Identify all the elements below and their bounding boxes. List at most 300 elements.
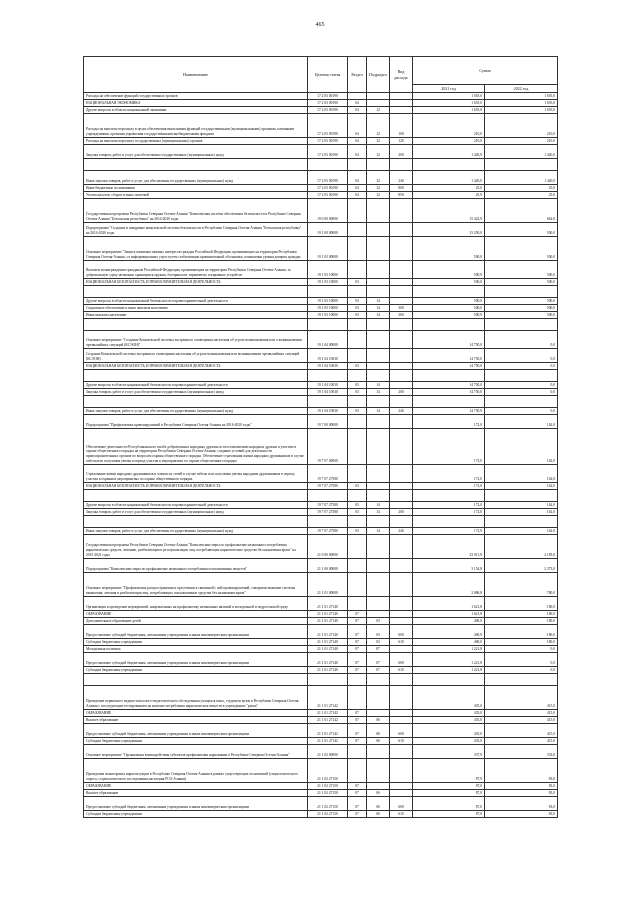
- row-target-article-cell: 21 1 01 27140: [308, 639, 348, 646]
- table-row: [84, 759, 558, 783]
- row-target-article-cell: 21 1 02 27150: [308, 759, 348, 783]
- row-2021-amount-cell: 337,0: [413, 745, 485, 759]
- table-row: [84, 237, 558, 261]
- row-name-cell: Другие вопросы в области национальной экономики: [84, 107, 308, 114]
- row-target-article-cell: 17 2 03 00190: [308, 114, 348, 138]
- row-2022-amount-cell: 0,0: [485, 382, 558, 389]
- row-name-cell: НАЦИОНАЛЬНАЯ БЕЗОПАСНОСТЬ И ПРАВООХРАНИТЕЛЬНАЯ ДЕЯТЕЛЬНОСТЬ: [84, 483, 308, 490]
- row-expense-type-cell: 850: [390, 192, 413, 199]
- row-name-cell: Основное мероприятие "Профилактика распространения и пресечения в связанной с ней правонарушений, совершенствование системы выявления, лечения и реабилитации лиц, потребляющих психоактивные средства без назначения врача": [84, 573, 308, 597]
- row-expense-type-cell: [390, 363, 413, 370]
- row-name-cell: Основное мероприятие "Организация взаимодействия субъектов профилактики наркомании в Республике Северная Осетия-Алания": [84, 745, 308, 759]
- table-row: [84, 639, 558, 646]
- row-target-article-cell: 21 1 01 27142: [308, 710, 348, 717]
- row-name-cell: Другие вопросы в области национальной безопасности и правоохранительной деятельности: [84, 502, 308, 509]
- row-expense-type-cell: [390, 483, 413, 490]
- row-2021-amount-cell: 87,0: [413, 790, 485, 797]
- row-section-cell: 04: [348, 145, 367, 159]
- row-name-cell: Высшее образование: [84, 717, 308, 724]
- row-target-article-cell: [308, 396, 348, 408]
- row-section-cell: 03: [348, 389, 367, 396]
- row-subsection-cell: 06: [367, 797, 390, 811]
- row-2022-amount-cell: 415,0: [485, 738, 558, 745]
- table-row: [84, 528, 558, 535]
- table-row: [84, 509, 558, 516]
- row-2021-amount-cell: 500,0: [413, 279, 485, 286]
- row-expense-type-cell: [390, 686, 413, 710]
- row-subsection-cell: [367, 396, 390, 408]
- table-row: [84, 674, 558, 686]
- row-2022-amount-cell: 0,0: [485, 667, 558, 674]
- row-target-article-cell: 21 0 00 00000: [308, 535, 348, 559]
- row-subsection-cell: 12: [367, 171, 390, 185]
- row-2022-amount-cell: 25,0: [485, 192, 558, 199]
- row-2021-amount-cell: 1 655,0: [413, 93, 485, 100]
- row-2022-amount-cell: 1 420,0: [485, 171, 558, 185]
- row-2021-amount-cell: 435,0: [413, 686, 485, 710]
- row-expense-type-cell: [390, 382, 413, 389]
- row-target-article-cell: 17 2 03 00190: [308, 107, 348, 114]
- row-section-cell: 04: [348, 171, 367, 185]
- row-name-cell: Иные закупки товаров, работ и услуг для обеспечения государственных (муниципальных) нужд: [84, 171, 308, 185]
- row-section-cell: 04: [348, 107, 367, 114]
- row-section-cell: [348, 370, 367, 382]
- row-2022-amount-cell: 162,0: [485, 528, 558, 535]
- row-target-article-cell: 19 1 03 00000: [308, 237, 348, 261]
- row-2021-amount-cell: [413, 490, 485, 502]
- row-section-cell: [348, 686, 367, 710]
- table-row: [84, 625, 558, 639]
- row-expense-type-cell: [390, 717, 413, 724]
- row-name-cell: Расходы на выплаты персоналу государственных (муниципальных) органов: [84, 138, 308, 145]
- row-2022-amount-cell: 0,0: [485, 363, 558, 370]
- row-2022-amount-cell: 210,0: [485, 138, 558, 145]
- row-subsection-cell: [367, 483, 390, 490]
- row-2021-amount-cell: 172,0: [413, 483, 485, 490]
- row-2022-amount-cell: [485, 396, 558, 408]
- row-subsection-cell: 06: [367, 738, 390, 745]
- row-expense-type-cell: 610: [390, 639, 413, 646]
- table-row: [84, 717, 558, 724]
- row-target-article-cell: 21 1 01 27140: [308, 646, 348, 653]
- row-2021-amount-cell: 210,0: [413, 114, 485, 138]
- row-expense-type-cell: [390, 790, 413, 797]
- row-target-article-cell: 21 1 01 27142: [308, 738, 348, 745]
- row-subsection-cell: [367, 199, 390, 223]
- row-2021-amount-cell: [413, 516, 485, 528]
- row-subsection-cell: [367, 93, 390, 100]
- row-subsection-cell: [367, 237, 390, 261]
- row-expense-type-cell: [390, 159, 413, 171]
- row-expense-type-cell: [390, 646, 413, 653]
- row-subsection-cell: [367, 686, 390, 710]
- row-target-article-cell: [308, 319, 348, 331]
- row-expense-type-cell: 240: [390, 171, 413, 185]
- table-row: [84, 646, 558, 653]
- row-2021-amount-cell: 14 750,0: [413, 331, 485, 349]
- row-expense-type-cell: [390, 502, 413, 509]
- row-2021-amount-cell: 25,0: [413, 192, 485, 199]
- row-name-cell: Уплата налогов, сборов и иных платежей: [84, 192, 308, 199]
- row-section-cell: 07: [348, 625, 367, 639]
- row-expense-type-cell: 800: [390, 185, 413, 192]
- row-expense-type-cell: [390, 415, 413, 429]
- row-section-cell: [348, 429, 367, 465]
- row-subsection-cell: [367, 261, 390, 279]
- row-expense-type-cell: [390, 286, 413, 298]
- row-subsection-cell: 14: [367, 298, 390, 305]
- row-subsection-cell: [367, 759, 390, 783]
- row-2021-amount-cell: 1 420,0: [413, 171, 485, 185]
- row-section-cell: [348, 759, 367, 783]
- row-2021-amount-cell: [413, 396, 485, 408]
- row-name-cell: Предоставление субсидий бюджетным, автономным учреждениям и иным некоммерческим организациям: [84, 797, 308, 811]
- row-2022-amount-cell: 83,0: [485, 783, 558, 790]
- table-row: [84, 783, 558, 790]
- row-2021-amount-cell: [413, 319, 485, 331]
- row-name-cell: Подпрограмма "Создание и внедрение комплексной системы безопасности в Республике Северная Осетия-Алания "Безопасная республика" на 2014-2020 годы: [84, 223, 308, 237]
- row-expense-type-cell: [390, 535, 413, 559]
- row-2021-amount-cell: 400,0: [413, 639, 485, 646]
- row-name-cell: Расходы на выплаты персоналу в целях обеспечения выполнения функций государственными (муниципальными) органами, казенными учреждениями, органами управления государственными внебюджетными фондами: [84, 114, 308, 138]
- row-name-cell: Страхование жизни народных дружинников и членов их семей в случае гибели или получения увечья народным дружинником в период участия в охранных мероприятиях по охране общественного порядка: [84, 465, 308, 483]
- row-2022-amount-cell: 180,0: [485, 639, 558, 646]
- table-row: [84, 745, 558, 759]
- table-row: [84, 535, 558, 559]
- row-name-cell: Закупка товаров, работ и услуг для обеспечения государственных (муниципальных) нужд: [84, 389, 308, 396]
- row-section-cell: 07: [348, 783, 367, 790]
- row-section-cell: 03: [348, 363, 367, 370]
- row-2021-amount-cell: 400,0: [413, 625, 485, 639]
- table-row: [84, 100, 558, 107]
- row-name-cell: [84, 286, 308, 298]
- row-section-cell: 07: [348, 611, 367, 618]
- row-2022-amount-cell: 162,0: [485, 509, 558, 516]
- row-section-cell: 07: [348, 738, 367, 745]
- row-2021-amount-cell: 15 422,0: [413, 199, 485, 223]
- table-row: [84, 114, 558, 138]
- row-target-article-cell: 21 1 02 00000: [308, 745, 348, 759]
- table-row: [84, 319, 558, 331]
- row-subsection-cell: 07: [367, 653, 390, 667]
- row-target-article-cell: 21 1 01 27142: [308, 724, 348, 738]
- row-2021-amount-cell: 2 086,8: [413, 573, 485, 597]
- row-2021-amount-cell: 172,0: [413, 502, 485, 509]
- row-subsection-cell: 06: [367, 790, 390, 797]
- row-2022-amount-cell: 1 655,0: [485, 93, 558, 100]
- row-2021-amount-cell: 14 750,0: [413, 389, 485, 396]
- row-section-cell: 04: [348, 192, 367, 199]
- row-name-cell: Обеспечение деятельности Республиканского штаба добровольных народных дружин по восстановлению народных дружин и участию в охране общественного порядка на территории Республики Северная Осетия-Алания, создание условий для деятельности правоохранительных органов по вопросам охраны общественного порядка. Обеспечение страхования жизни народных дружинников в случае гибели или получения увечья в период участия в мероприятиях по охране общественного порядка: [84, 429, 308, 465]
- row-2022-amount-cell: 0,0: [485, 408, 558, 415]
- table-row: [84, 192, 558, 199]
- table-row: [84, 686, 558, 710]
- row-expense-type-cell: [390, 516, 413, 528]
- row-section-cell: 07: [348, 724, 367, 738]
- table-row: [84, 286, 558, 298]
- row-subsection-cell: [367, 370, 390, 382]
- row-2022-amount-cell: [485, 516, 558, 528]
- row-2021-amount-cell: 172,0: [413, 465, 485, 483]
- row-2021-amount-cell: 87,0: [413, 797, 485, 811]
- row-subsection-cell: 14: [367, 502, 390, 509]
- row-2021-amount-cell: [413, 370, 485, 382]
- row-target-article-cell: 19 1 03 10000: [308, 305, 348, 312]
- row-subsection-cell: 06: [367, 724, 390, 738]
- table-row: [84, 738, 558, 745]
- row-2021-amount-cell: 435,0: [413, 738, 485, 745]
- row-2022-amount-cell: [485, 370, 558, 382]
- row-subsection-cell: 03: [367, 639, 390, 646]
- row-section-cell: 03: [348, 502, 367, 509]
- row-2021-amount-cell: 1 655,0: [413, 107, 485, 114]
- row-expense-type-cell: 300: [390, 305, 413, 312]
- row-section-cell: [348, 223, 367, 237]
- row-section-cell: 04: [348, 138, 367, 145]
- table-row: [84, 653, 558, 667]
- row-2022-amount-cell: 162,0: [485, 415, 558, 429]
- header-year-2022: 2022 год: [485, 85, 558, 93]
- row-2022-amount-cell: 180,0: [485, 618, 558, 625]
- row-section-cell: 03: [348, 298, 367, 305]
- row-2021-amount-cell: 1 221,8: [413, 653, 485, 667]
- row-name-cell: ОБРАЗОВАНИЕ: [84, 783, 308, 790]
- row-name-cell: Иные выплаты населению: [84, 312, 308, 319]
- row-2021-amount-cell: 1 655,0: [413, 100, 485, 107]
- row-2022-amount-cell: 500,0: [485, 305, 558, 312]
- row-target-article-cell: 19 1 04 10030: [308, 408, 348, 415]
- table-row: [84, 618, 558, 625]
- table-row: [84, 138, 558, 145]
- row-target-article-cell: 21 1 01 27140: [308, 597, 348, 611]
- row-subsection-cell: [367, 286, 390, 298]
- row-expense-type-cell: 600: [390, 724, 413, 738]
- row-2021-amount-cell: 500,0: [413, 298, 485, 305]
- row-2022-amount-cell: 500,0: [485, 312, 558, 319]
- page-number: 465: [315, 22, 325, 28]
- row-subsection-cell: 06: [367, 811, 390, 818]
- table-row: [84, 223, 558, 237]
- row-expense-type-cell: [390, 370, 413, 382]
- row-name-cell: Проведение первичного медико-психолого-педагогического обследования учащихся школ, студентов вузов в Республике Северная Осетия-Алания с последующим тестированием на наличие потребления наркотических веществ в учреждениях "риска": [84, 686, 308, 710]
- row-target-article-cell: 19 7 07 27580: [308, 509, 348, 516]
- row-2021-amount-cell: 14 750,0: [413, 382, 485, 389]
- row-subsection-cell: [367, 415, 390, 429]
- row-2021-amount-cell: 87,0: [413, 811, 485, 818]
- row-expense-type-cell: [390, 618, 413, 625]
- row-name-cell: ОБРАЗОВАНИЕ: [84, 611, 308, 618]
- table-row: [84, 159, 558, 171]
- row-name-cell: Предоставление субсидий бюджетным, автономным учреждениям и иным некоммерческим организациям: [84, 625, 308, 639]
- table-row: [84, 370, 558, 382]
- row-target-article-cell: 21 1 02 27150: [308, 790, 348, 797]
- table-row: [84, 408, 558, 415]
- row-section-cell: 03: [348, 279, 367, 286]
- row-name-cell: НАЦИОНАЛЬНАЯ БЕЗОПАСНОСТЬ И ПРАВООХРАНИТЕЛЬНАЯ ДЕЯТЕЛЬНОСТЬ: [84, 363, 308, 370]
- row-2021-amount-cell: 25,0: [413, 185, 485, 192]
- row-section-cell: 07: [348, 646, 367, 653]
- row-expense-type-cell: 360: [390, 312, 413, 319]
- row-expense-type-cell: [390, 745, 413, 759]
- row-section-cell: [348, 159, 367, 171]
- row-target-article-cell: 17 2 03 00190: [308, 138, 348, 145]
- row-section-cell: 07: [348, 710, 367, 717]
- row-section-cell: 03: [348, 382, 367, 389]
- row-name-cell: Субсидии бюджетным учреждениям: [84, 639, 308, 646]
- row-subsection-cell: 14: [367, 312, 390, 319]
- row-target-article-cell: [308, 286, 348, 298]
- row-expense-type-cell: 610: [390, 667, 413, 674]
- row-2022-amount-cell: 2 185,8: [485, 535, 558, 559]
- row-2022-amount-cell: 1 655,0: [485, 100, 558, 107]
- row-name-cell: Предоставление субсидий бюджетным, автономным учреждениям и иным некоммерческим организациям: [84, 724, 308, 738]
- row-section-cell: 03: [348, 483, 367, 490]
- row-subsection-cell: 03: [367, 618, 390, 625]
- row-name-cell: Государственная программа Республики Северная Осетия-Алания "Комплексные меры по профилактике незаконного потребления наркотических средств, лечению, реабилитации и ресоциализации лиц, потребляющих наркотические средства без назначения врача" на 2015-2021 годы: [84, 535, 308, 559]
- row-expense-type-cell: [390, 100, 413, 107]
- row-2021-amount-cell: 435,0: [413, 717, 485, 724]
- table-row: [84, 667, 558, 674]
- row-expense-type-cell: 600: [390, 625, 413, 639]
- row-expense-type-cell: [390, 331, 413, 349]
- row-target-article-cell: 19 1 04 10030: [308, 382, 348, 389]
- table-row: [84, 483, 558, 490]
- row-2021-amount-cell: 14 750,0: [413, 408, 485, 415]
- row-section-cell: 07: [348, 618, 367, 625]
- row-expense-type-cell: [390, 349, 413, 363]
- row-section-cell: 07: [348, 639, 367, 646]
- row-2021-amount-cell: 1 221,8: [413, 667, 485, 674]
- row-2021-amount-cell: 1 621,8: [413, 597, 485, 611]
- row-target-article-cell: 17 2 03 00190: [308, 145, 348, 159]
- header-year-2021: 2021 год: [413, 85, 485, 93]
- row-subsection-cell: [367, 783, 390, 790]
- row-subsection-cell: 14: [367, 389, 390, 396]
- row-name-cell: Другие вопросы в области национальной безопасности и правоохранительной деятельности: [84, 298, 308, 305]
- row-subsection-cell: 12: [367, 138, 390, 145]
- row-target-article-cell: 19 7 07 00000: [308, 429, 348, 465]
- row-2022-amount-cell: 0,0: [485, 653, 558, 667]
- row-target-article-cell: 21 1 01 27140: [308, 618, 348, 625]
- row-name-cell: Субсидии бюджетным учреждениям: [84, 738, 308, 745]
- row-name-cell: Государственная программа Республики Северная Осетия-Алания "Комплексная система обеспечения безопасности в Республике Северная Осетия-Алания "Безопасная республика" на 2014-2020 годы: [84, 199, 308, 223]
- row-subsection-cell: 14: [367, 408, 390, 415]
- row-2022-amount-cell: 83,0: [485, 759, 558, 783]
- row-name-cell: Проведение мониторинга наркоситуации в Республике Северная Осетия-Алания в рамках существующих полномочий (социологического опроса, социологического исследования населения РСО-Алания): [84, 759, 308, 783]
- table-row: [84, 107, 558, 114]
- table-row: [84, 396, 558, 408]
- row-2022-amount-cell: 0,0: [485, 331, 558, 349]
- row-target-article-cell: 19 7 07 27580: [308, 483, 348, 490]
- row-expense-type-cell: [390, 199, 413, 223]
- row-name-cell: Иные закупки товаров, работ и услуг для обеспечения государственных (муниципальных) нужд: [84, 528, 308, 535]
- row-target-article-cell: 19 1 03 10000: [308, 312, 348, 319]
- row-name-cell: Основное мероприятие "Создание Комплексной системы экстренного оповещения населения об угрозе возникновения или о возникновении чрезвычайных ситуаций (КСЭОН)": [84, 331, 308, 349]
- row-2021-amount-cell: 14 750,0: [413, 349, 485, 363]
- row-2022-amount-cell: 83,0: [485, 811, 558, 818]
- row-name-cell: Расходы на обеспечение функций государственных органов: [84, 93, 308, 100]
- row-2021-amount-cell: 15 250,0: [413, 223, 485, 237]
- row-2021-amount-cell: 1 420,0: [413, 145, 485, 159]
- row-2022-amount-cell: 180,0: [485, 611, 558, 618]
- row-section-cell: [348, 319, 367, 331]
- row-subsection-cell: [367, 597, 390, 611]
- row-section-cell: 03: [348, 408, 367, 415]
- row-subsection-cell: 12: [367, 192, 390, 199]
- row-name-cell: [84, 396, 308, 408]
- row-expense-type-cell: [390, 573, 413, 597]
- row-2022-amount-cell: 0,0: [485, 389, 558, 396]
- row-expense-type-cell: [390, 597, 413, 611]
- row-target-article-cell: [308, 674, 348, 686]
- row-section-cell: [348, 93, 367, 100]
- row-name-cell: Социальное обеспечение и иные выплаты населению: [84, 305, 308, 312]
- table-row: [84, 415, 558, 429]
- row-subsection-cell: [367, 674, 390, 686]
- row-2022-amount-cell: 25,0: [485, 185, 558, 192]
- table-row: [84, 465, 558, 483]
- table-row: [84, 363, 558, 370]
- row-subsection-cell: [367, 279, 390, 286]
- row-name-cell: Организация и проведение мероприятий, направленных на профилактику незаконных явлений в молодежной и подростковой среде: [84, 597, 308, 611]
- row-target-article-cell: 19 1 04 10030: [308, 363, 348, 370]
- row-subsection-cell: 12: [367, 114, 390, 138]
- row-target-article-cell: 19 7 07 27580: [308, 528, 348, 535]
- row-section-cell: 07: [348, 797, 367, 811]
- table-row: [84, 559, 558, 573]
- row-2021-amount-cell: 3 154,8: [413, 559, 485, 573]
- row-subsection-cell: [367, 490, 390, 502]
- row-2021-amount-cell: 500,0: [413, 305, 485, 312]
- row-expense-type-cell: [390, 783, 413, 790]
- row-target-article-cell: 17 2 03 00190: [308, 192, 348, 199]
- header-sum: Сумма: [413, 57, 558, 85]
- row-expense-type-cell: [390, 710, 413, 717]
- row-expense-type-cell: [390, 429, 413, 465]
- row-target-article-cell: 19 1 03 10000: [308, 261, 348, 279]
- row-section-cell: [348, 415, 367, 429]
- row-target-article-cell: 19 1 03 10000: [308, 279, 348, 286]
- table-row: [84, 389, 558, 396]
- row-subsection-cell: [367, 465, 390, 483]
- row-subsection-cell: 14: [367, 305, 390, 312]
- row-expense-type-cell: 600: [390, 653, 413, 667]
- row-target-article-cell: 19 1 04 10030: [308, 389, 348, 396]
- row-2022-amount-cell: [485, 159, 558, 171]
- row-name-cell: Субсидии бюджетным учреждениям: [84, 667, 308, 674]
- table-row: [84, 171, 558, 185]
- row-name-cell: Создание Комплексной системы экстренного оповещения населения об угрозе возникновения или возникновении чрезвычайных ситуаций (КСЭОН): [84, 349, 308, 363]
- row-2021-amount-cell: 500,0: [413, 312, 485, 319]
- row-expense-type-cell: [390, 223, 413, 237]
- row-2021-amount-cell: 1 221,8: [413, 646, 485, 653]
- row-subsection-cell: [367, 331, 390, 349]
- row-2022-amount-cell: 83,0: [485, 790, 558, 797]
- row-expense-type-cell: 200: [390, 145, 413, 159]
- row-target-article-cell: 19 7 07 27580: [308, 502, 348, 509]
- row-2022-amount-cell: 162,0: [485, 429, 558, 465]
- row-expense-type-cell: 610: [390, 811, 413, 818]
- row-2022-amount-cell: 162,0: [485, 465, 558, 483]
- table-row: [84, 349, 558, 363]
- row-expense-type-cell: 600: [390, 797, 413, 811]
- row-subsection-cell: [367, 611, 390, 618]
- row-subsection-cell: [367, 573, 390, 597]
- row-section-cell: 07: [348, 653, 367, 667]
- table-row: [84, 145, 558, 159]
- row-section-cell: [348, 559, 367, 573]
- row-expense-type-cell: [390, 465, 413, 483]
